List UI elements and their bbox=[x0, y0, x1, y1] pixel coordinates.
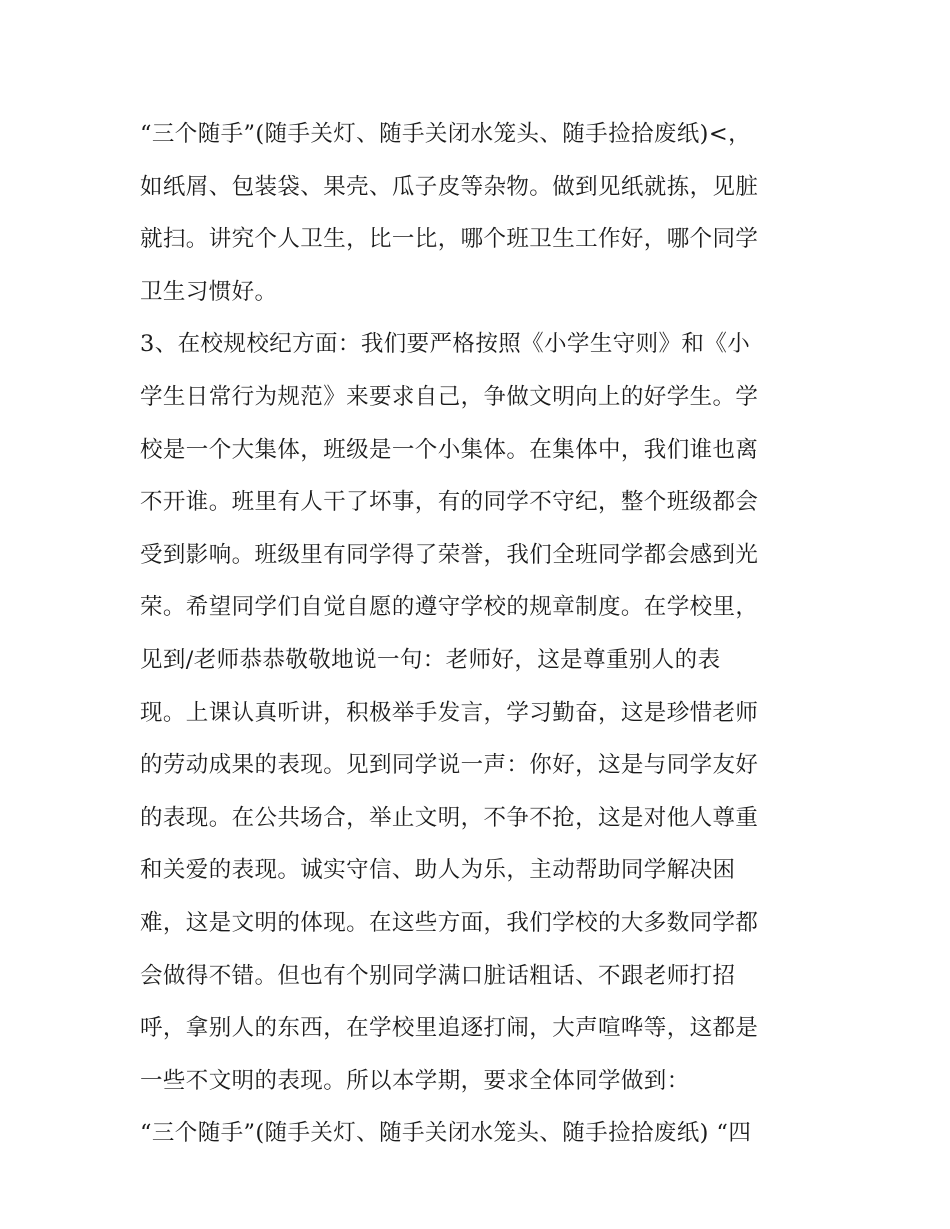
text-line: 难，这是文明的体现。在这些方面，我们学校的大多数同学都 bbox=[140, 909, 759, 936]
text-line: 一些不文明的表现。所以本学期，要求全体同学做到： bbox=[140, 1067, 690, 1094]
text-line: 和关爱的表现。诚实守信、助人为乐，主动帮助同学解决困 bbox=[140, 857, 736, 884]
text-line: 的劳动成果的表现。见到同学说一声：你好，这是与同学友好 bbox=[140, 752, 759, 779]
text-line: 卫生习惯好。 bbox=[140, 278, 278, 305]
text-line: 会做得不错。但也有个别同学满口脏话粗话、不跟老师打招 bbox=[140, 962, 736, 989]
document-body bbox=[140, 108, 820, 1160]
text-line: 不开谁。班里有人干了坏事，有的同学不守纪，整个班级都会 bbox=[140, 489, 759, 516]
text-line: “三个随手”(随手关灯、随手关闭水笼头、随手捡拾废纸)<， bbox=[140, 121, 752, 147]
text-line: 现。上课认真听讲，积极举手发言，学习勤奋，这是珍惜老师 bbox=[140, 699, 759, 726]
text-line: 就扫。讲究个人卫生，比一比，哪个班卫生工作好，哪个同学 bbox=[140, 226, 759, 253]
text-line: 校是一个大集体，班级是一个小集体。在集体中，我们谁也离 bbox=[140, 436, 759, 463]
text-line: 学生日常行为规范》来要求自己，争做文明向上的好学生。学 bbox=[140, 383, 759, 410]
text-line: 3、在校规校纪方面：我们要严格按照《小学生守则》和《小 bbox=[140, 331, 751, 358]
text-line: 受到影响。班级里有同学得了荣誉，我们全班同学都会感到光 bbox=[140, 541, 759, 568]
text-line: 的表现。在公共场合，举止文明，不争不抢，这是对他人尊重 bbox=[140, 804, 759, 831]
text-line: 如纸屑、包装袋、果壳、瓜子皮等杂物。做到见纸就拣，见脏 bbox=[140, 173, 759, 200]
text-line: “三个随手”(随手关灯、随手关闭水笼头、随手捡拾废纸) “四 bbox=[140, 1120, 752, 1147]
text-line: 呼，拿别人的东西，在学校里追逐打闹，大声喧哗等，这都是 bbox=[140, 1015, 759, 1042]
text-line: 见到/老师恭恭敬敬地说一句：老师好，这是尊重别人的表 bbox=[140, 646, 721, 673]
text-line: 荣。希望同学们自觉自愿的遵守学校的规章制度。在学校里， bbox=[140, 594, 759, 621]
